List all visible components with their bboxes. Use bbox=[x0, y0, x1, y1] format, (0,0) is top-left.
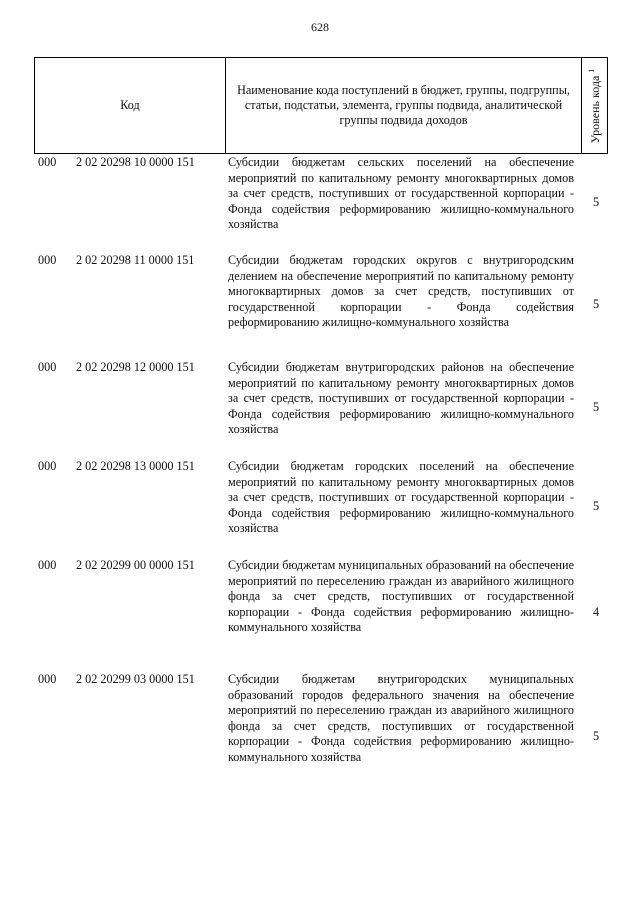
header-name: Наименование кода поступлений в бюджет, группы, подгруппы, статьи, подстатьи, элемента, группы подвида, аналитической группы подвида доходов bbox=[226, 58, 582, 153]
code-level: 5 bbox=[592, 297, 600, 311]
revenue-code: 2 02 20298 12 0000 151 bbox=[76, 360, 195, 374]
revenue-description: Субсидии бюджетам городских поселений на обеспечение мероприятий по капитальному ремонту многоквартирных домов за счет средств, поступивших от государственной корпорации - Фонда содействия реформированию жилищно-коммунального хозяйства bbox=[228, 459, 574, 535]
revenue-code: 2 02 20298 13 0000 151 bbox=[76, 459, 195, 473]
revenue-description: Субсидии бюджетам городских округов с внутригородским делением на обеспечение мероприятий по капитальному ремонту многоквартирных домов за счет средств, поступивших от государственной корпорации - Фонда содействия реформированию жилищно-коммунального хозяйства bbox=[228, 253, 574, 329]
table-header bbox=[34, 57, 608, 154]
admin-code: 000 bbox=[38, 672, 57, 686]
revenue-code: 2 02 20298 10 0000 151 bbox=[76, 155, 195, 169]
header-level-label bbox=[587, 68, 603, 143]
code-level: 5 bbox=[592, 729, 600, 743]
revenue-code: 2 02 20299 00 0000 151 bbox=[76, 558, 195, 572]
code-level: 5 bbox=[592, 400, 600, 414]
header-level-footnote: 1 bbox=[586, 68, 596, 73]
code-level: 4 bbox=[592, 605, 600, 619]
page-number: 628 bbox=[311, 20, 329, 34]
admin-code: 000 bbox=[38, 360, 57, 374]
admin-code: 000 bbox=[38, 155, 57, 169]
header-level-text: Уровень кода bbox=[587, 75, 602, 143]
header-code: Код bbox=[35, 58, 226, 153]
revenue-description: Субсидии бюджетам внутригородских районов на обеспечение мероприятий по капитальному ремонту многоквартирных домов за счет средств, поступивших от государственной корпорации - Фонда содействия реформированию жилищно-коммунального хозяйства bbox=[228, 360, 574, 436]
admin-code: 000 bbox=[38, 558, 57, 572]
header-level bbox=[582, 58, 607, 153]
revenue-description: Субсидии бюджетам муниципальных образований на обеспечение мероприятий по переселению граждан из аварийного жилищного фонда за счет средств, поступивших от государственной корпорации - Фонда содействия реформированию жилищно-коммунального хозяйства bbox=[228, 558, 574, 634]
revenue-code: 2 02 20298 11 0000 151 bbox=[76, 253, 195, 267]
admin-code: 000 bbox=[38, 459, 57, 473]
admin-code: 000 bbox=[38, 253, 57, 267]
revenue-description: Субсидии бюджетам внутригородских муниципальных образований городов федерального значения на обеспечение мероприятий по переселению граждан из аварийного жилищного фонда за счет средств, поступивших от государственной корпорации - Фонда содействия реформированию жилищно-коммунального хозяйства bbox=[228, 672, 574, 764]
revenue-code: 2 02 20299 03 0000 151 bbox=[76, 672, 195, 686]
code-level: 5 bbox=[592, 499, 600, 513]
revenue-description: Субсидии бюджетам сельских поселений на обеспечение мероприятий по капитальному ремонту многоквартирных домов за счет средств, поступивших от государственной корпорации - Фонда содействия реформированию жилищно-коммунального хозяйства bbox=[228, 155, 574, 231]
code-level: 5 bbox=[592, 195, 600, 209]
